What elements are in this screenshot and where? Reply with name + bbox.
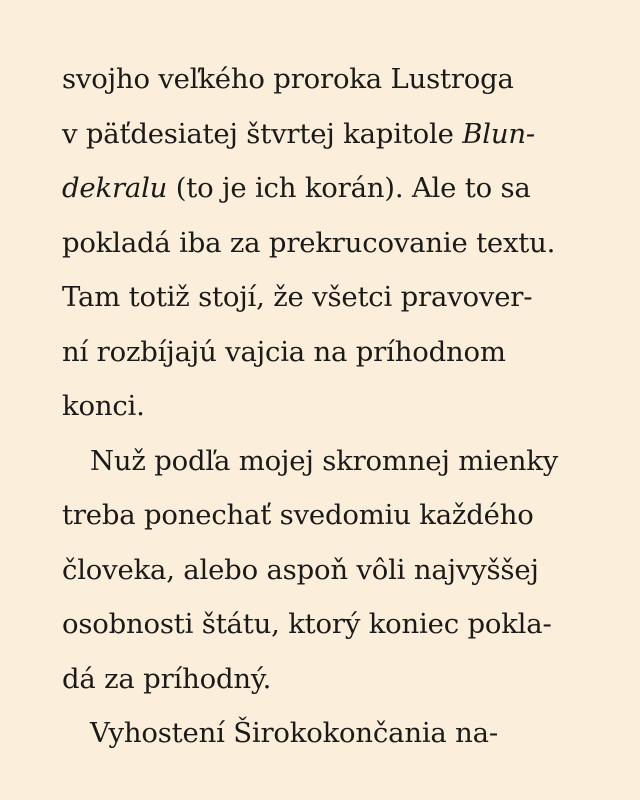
text-segment: (to je ich korán). Ale to sa bbox=[167, 172, 531, 204]
italic-title-segment: dekralu bbox=[62, 172, 168, 204]
text-line bbox=[62, 325, 582, 380]
text-line bbox=[62, 270, 582, 325]
italic-title-segment: Blun- bbox=[462, 117, 535, 150]
text-segment: konci. bbox=[62, 390, 145, 422]
text-line bbox=[62, 379, 582, 434]
text-line bbox=[62, 107, 582, 162]
text-segment: človeka, alebo aspoň vôli najvyššej bbox=[62, 553, 539, 586]
text-line bbox=[62, 216, 582, 271]
text-line bbox=[62, 434, 582, 489]
text-line bbox=[62, 543, 582, 598]
text-line bbox=[62, 706, 582, 761]
text-line bbox=[62, 488, 582, 543]
text-line bbox=[62, 652, 582, 707]
text-segment: Vyhostení Širokokončania na- bbox=[90, 717, 498, 749]
text-segment: treba ponechať svedomiu každého bbox=[62, 499, 534, 531]
text-segment: Nuž podľa mojej skromnej mienky bbox=[90, 444, 559, 477]
text-line bbox=[62, 161, 582, 216]
text-segment: dá za príhodný. bbox=[62, 662, 272, 695]
body-text bbox=[62, 52, 582, 761]
text-segment: osobnosti štátu, ktorý koniec pokla- bbox=[62, 608, 552, 640]
text-segment: svojho veľkého proroka Lustroga bbox=[62, 63, 514, 95]
text-segment: v päťdesiatej štvrtej kapitole bbox=[62, 117, 463, 150]
text-segment: Tam totiž stojí, že všetci pravover- bbox=[62, 281, 533, 313]
text-line bbox=[62, 52, 582, 107]
text-segment: pokladá iba za prekrucovanie textu. bbox=[62, 226, 556, 259]
text-segment: ní rozbíjajú vajcia na príhodnom bbox=[62, 335, 506, 368]
text-line bbox=[62, 597, 582, 652]
